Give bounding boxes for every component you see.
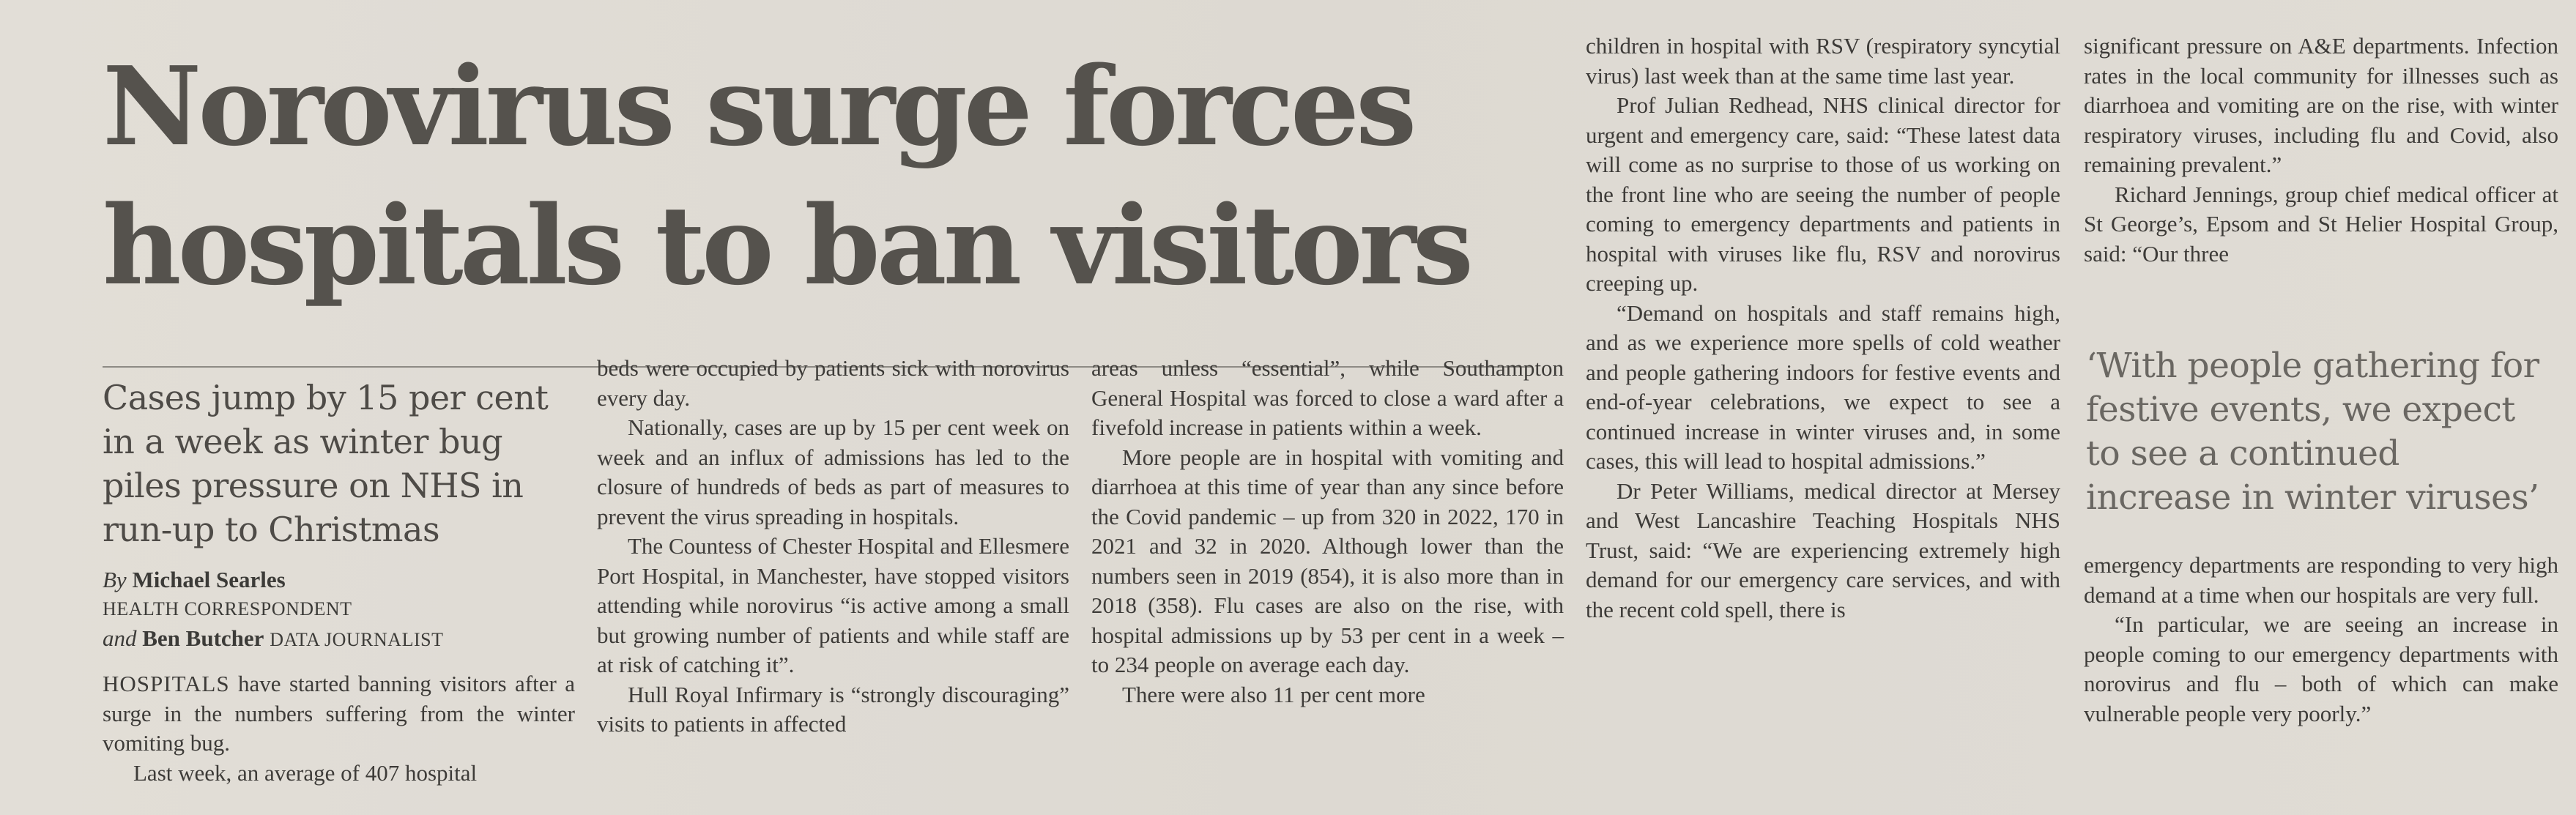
byline — [103, 565, 571, 655]
headline-line-1: Norovirus surge forces — [103, 42, 1414, 170]
author-name-1: Michael Searles — [132, 567, 286, 592]
article-column-4 — [1586, 31, 2060, 625]
author-name-2: Ben Butcher — [142, 625, 264, 651]
body-paragraph: Hull Royal Infirmary is “strongly discouraging” visits to patients in affected — [597, 681, 1069, 737]
body-paragraph: “Demand on hospitals and staff remains high, and as we experience more spells of cold weather and people gathering indoors for festive events and end-of-year celebrations, we expect to see a continued increase in winter viruses and, in some cases, this will lead to hospital admissions.” — [1586, 299, 2060, 474]
body-paragraph: More people are in hospital with vomiting and diarrhoea at this time of year than any since before the Covid pandemic – up from 320 in 2022, 170 in 2021 and 32 in 2020. Although lower than the numbers seen in 2019 (854), it is also more than in 2018 (358). Flu cases are also on the rise, with hospital admissions up by 53 per cent in a week – to 234 people on average each day. — [1091, 444, 1564, 677]
byline-by: By — [103, 567, 127, 592]
article-column-2 — [597, 354, 1069, 740]
lead-word: HOSPITALS — [103, 671, 230, 696]
body-paragraph — [103, 669, 575, 759]
pull-quote: ‘With people gathering for festive events, we expect to see a continued increase in winter viruses’ — [2086, 346, 2539, 518]
body-paragraph: significant pressure on A&E departments. Infection rates in the local community for illnesses such as diarrhoea and vomiting are on the rise, with winter respiratory viruses, including flu and Covid, also remaining prevalent.” — [2084, 33, 2558, 177]
author-role-2: DATA JOURNALIST — [270, 629, 444, 650]
lead-paragraph-text: have started banning visitors after a surge in the numbers suffering from the winter vomiting bug. — [103, 671, 575, 756]
body-paragraph: “In particular, we are seeing an increase in people coming to our emergency departments with norovirus and flu – both of which can make vulnerable people very poorly.” — [2084, 611, 2558, 726]
body-paragraph: Last week, an average of 407 hospital — [133, 759, 478, 786]
byline-and: and — [103, 625, 137, 651]
article-column-5-bottom — [2084, 551, 2558, 729]
body-paragraph: Richard Jennings, group chief medical officer at St George’s, Epsom and St Helier Hospital Group, said: “Our three — [2084, 181, 2558, 267]
body-paragraph: children in hospital with RSV (respiratory syncytial virus) last week than at the same time last year. — [1586, 33, 2060, 89]
headline-line-2: hospitals to ban visitors — [103, 182, 1470, 309]
article-column-1 — [103, 669, 575, 788]
body-paragraph: Dr Peter Williams, medical director at Mersey and West Lancashire Teaching Hospitals NHS Trust, said: “We are experiencing extremely high demand for our emergency care services, and with the recent cold spell, there is — [1586, 477, 2060, 622]
body-paragraph: beds were occupied by patients sick with norovirus every day. — [597, 355, 1069, 411]
body-paragraph: Nationally, cases are up by 15 per cent week on week and an influx of admissions has led to the closure of hundreds of beds as part of measures to prevent the virus spreading in hospitals. — [597, 414, 1069, 529]
headline — [103, 37, 1553, 315]
article-column-5-top — [2084, 31, 2558, 269]
body-paragraph: emergency departments are responding to very high demand at a time when our hospitals are very full. — [2084, 552, 2558, 608]
body-paragraph: areas unless “essential”, while Southampton General Hospital was forced to close a ward after a fivefold increase in patients within a week. — [1091, 355, 1564, 440]
body-paragraph: There were also 11 per cent more — [1122, 681, 1425, 707]
standfirst: Cases jump by 15 per cent in a week as winter bug piles pressure on NHS in run-up to Christmas — [103, 378, 549, 549]
author-role-1: HEALTH CORRESPONDENT — [103, 598, 352, 619]
body-paragraph: Prof Julian Redhead, NHS clinical director for urgent and emergency care, said: “These latest data will come as no surprise to those of us working on the front line who are seeing the number of people coming to emergency departments and patients in hospital with viruses like flu, RSV and norovirus creeping up. — [1586, 92, 2060, 296]
body-paragraph: The Countess of Chester Hospital and Ellesmere Port Hospital, in Manchester, have stopped visitors attending while norovirus “is active among a small but growing number of patients and while staff are at risk of catching it”. — [597, 533, 1069, 677]
article-column-3 — [1091, 354, 1564, 710]
